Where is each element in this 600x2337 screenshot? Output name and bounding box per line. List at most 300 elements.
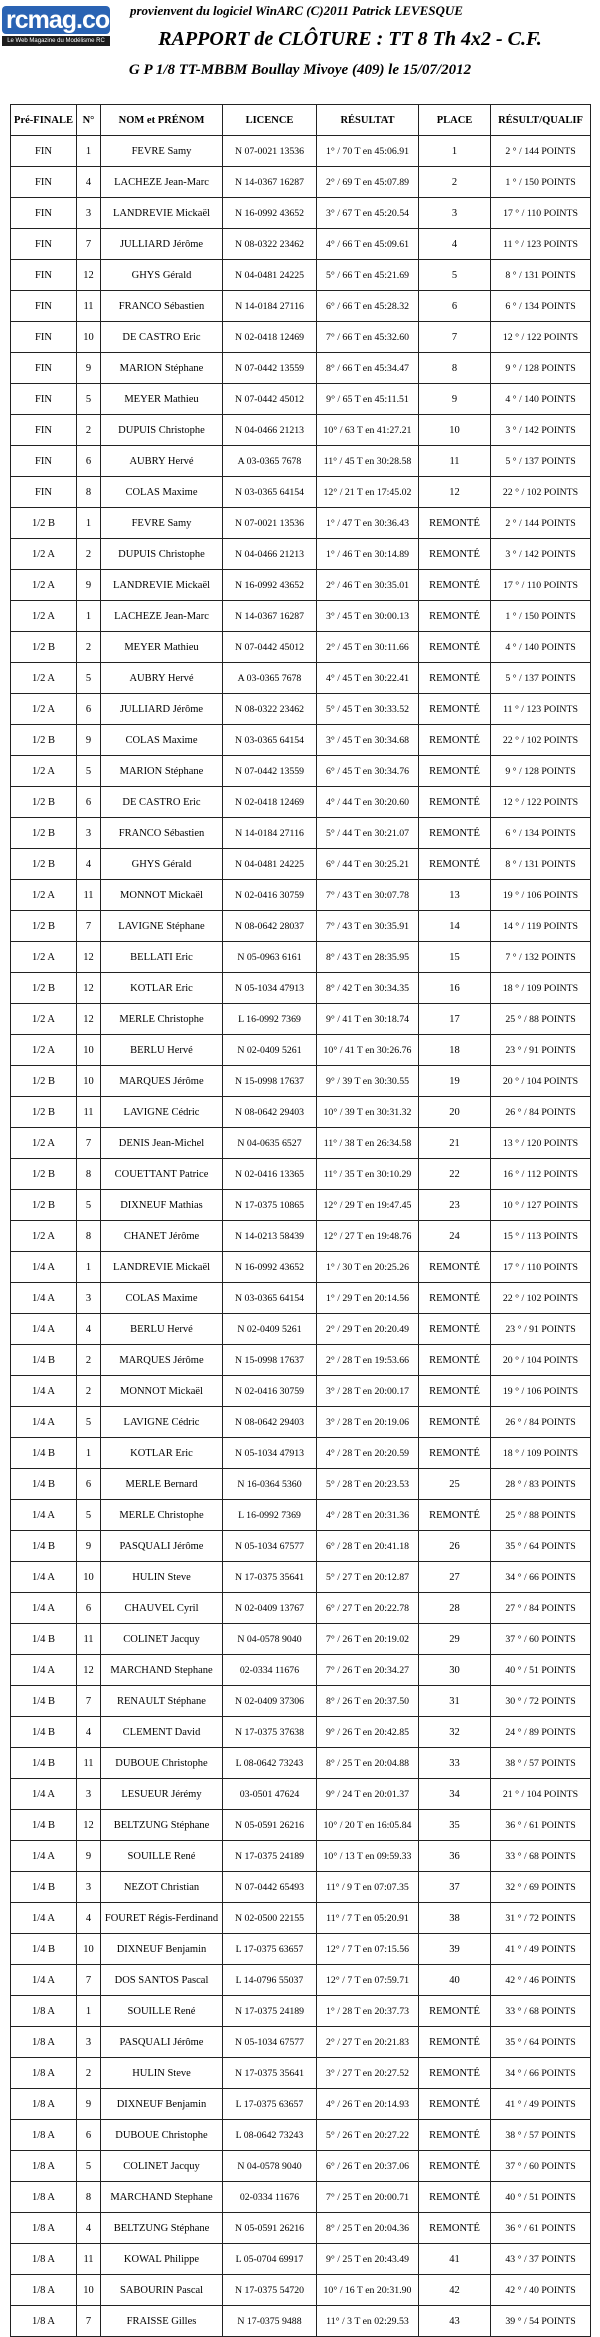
licence-cell: N 04-0481 24225 (223, 849, 317, 880)
table-row (11, 260, 591, 291)
name-cell: FEVRE Samy (101, 508, 223, 539)
place-cell: 40 (419, 1965, 491, 1996)
licence-cell: N 07-0442 45012 (223, 632, 317, 663)
place-cell: 2 (419, 167, 491, 198)
table-row (11, 818, 591, 849)
name-cell: KOWAL Philippe (101, 2244, 223, 2275)
result-cell: 1° / 46 T en 30:14.89 (317, 539, 419, 570)
licence-cell: N 07-0442 65493 (223, 1872, 317, 1903)
number-cell: 1 (77, 601, 101, 632)
results-body (11, 136, 591, 2337)
prefinale-cell: 1/8 A (11, 2089, 77, 2120)
name-cell: GHYS Gérald (101, 260, 223, 291)
name-cell: PASQUALI Jérôme (101, 2027, 223, 2058)
number-cell: 12 (77, 1655, 101, 1686)
name-cell: JULLIARD Jérôme (101, 229, 223, 260)
licence-cell: N 07-0442 45012 (223, 384, 317, 415)
prefinale-cell: FIN (11, 446, 77, 477)
name-cell: AUBRY Hervé (101, 446, 223, 477)
number-cell: 5 (77, 1500, 101, 1531)
name-cell: LAVIGNE Cédric (101, 1097, 223, 1128)
place-cell: REMONTÉ (419, 1376, 491, 1407)
result-cell: 12° / 21 T en 17:45.02 (317, 477, 419, 508)
table-row (11, 229, 591, 260)
name-cell: DIXNEUF Benjamin (101, 1934, 223, 1965)
table-row (11, 1128, 591, 1159)
prefinale-cell: FIN (11, 477, 77, 508)
place-cell: REMONTÉ (419, 663, 491, 694)
qualif-cell: 42 ° / 40 POINTS (491, 2275, 591, 2306)
qualif-cell: 1 ° / 150 POINTS (491, 601, 591, 632)
name-cell: BELLATI Eric (101, 942, 223, 973)
prefinale-cell: 1/4 B (11, 1748, 77, 1779)
report-title: RAPPORT de CLÔTURE : TT 8 Th 4x2 - C.F. (158, 28, 542, 50)
place-cell: 36 (419, 1841, 491, 1872)
table-row (11, 2306, 591, 2337)
licence-cell: N 02-0418 12469 (223, 322, 317, 353)
qualif-cell: 34 ° / 66 POINTS (491, 1562, 591, 1593)
place-cell: REMONTÉ (419, 2027, 491, 2058)
licence-cell: N 05-0591 26216 (223, 1810, 317, 1841)
place-cell: 25 (419, 1469, 491, 1500)
name-cell: DE CASTRO Eric (101, 322, 223, 353)
number-cell: 1 (77, 136, 101, 167)
licence-cell: N 02-0418 12469 (223, 787, 317, 818)
number-cell: 6 (77, 1469, 101, 1500)
qualif-cell: 24 ° / 89 POINTS (491, 1717, 591, 1748)
number-cell: 9 (77, 1531, 101, 1562)
licence-cell: N 17-0375 10865 (223, 1190, 317, 1221)
place-cell: 13 (419, 880, 491, 911)
licence-cell: N 07-0442 13559 (223, 756, 317, 787)
prefinale-cell: 1/2 A (11, 539, 77, 570)
place-cell: 31 (419, 1686, 491, 1717)
prefinale-cell: 1/2 B (11, 632, 77, 663)
licence-cell: N 16-0992 43652 (223, 198, 317, 229)
number-cell: 5 (77, 1407, 101, 1438)
result-cell: 9° / 26 T en 20:42.85 (317, 1717, 419, 1748)
prefinale-cell: FIN (11, 260, 77, 291)
prefinale-cell: 1/2 B (11, 508, 77, 539)
licence-cell: N 17-0375 9488 (223, 2306, 317, 2337)
result-cell: 7° / 26 T en 20:34.27 (317, 1655, 419, 1686)
prefinale-cell: FIN (11, 322, 77, 353)
result-cell: 8° / 25 T en 20:04.88 (317, 1748, 419, 1779)
qualif-cell: 20 ° / 104 POINTS (491, 1345, 591, 1376)
prefinale-cell: 1/2 B (11, 1190, 77, 1221)
result-cell: 7° / 43 T en 30:35.91 (317, 911, 419, 942)
prefinale-cell: 1/4 A (11, 1376, 77, 1407)
col-header-result: RÉSULTAT (317, 105, 419, 136)
name-cell: CLEMENT David (101, 1717, 223, 1748)
result-cell: 1° / 28 T en 20:37.73 (317, 1996, 419, 2027)
qualif-cell: 17 ° / 110 POINTS (491, 1252, 591, 1283)
table-row (11, 1438, 591, 1469)
table-row (11, 1469, 591, 1500)
prefinale-cell: FIN (11, 136, 77, 167)
prefinale-cell: 1/2 A (11, 663, 77, 694)
prefinale-cell: 1/2 B (11, 849, 77, 880)
name-cell: LAVIGNE Stéphane (101, 911, 223, 942)
prefinale-cell: 1/2 A (11, 880, 77, 911)
licence-cell: N 02-0409 37306 (223, 1686, 317, 1717)
table-row (11, 167, 591, 198)
place-cell: REMONTÉ (419, 849, 491, 880)
prefinale-cell: 1/2 A (11, 694, 77, 725)
qualif-cell: 28 ° / 83 POINTS (491, 1469, 591, 1500)
licence-cell: N 14-0184 27116 (223, 818, 317, 849)
result-cell: 11° / 35 T en 30:10.29 (317, 1159, 419, 1190)
number-cell: 9 (77, 2089, 101, 2120)
number-cell: 11 (77, 880, 101, 911)
table-row (11, 756, 591, 787)
place-cell: 7 (419, 322, 491, 353)
qualif-cell: 13 ° / 120 POINTS (491, 1128, 591, 1159)
number-cell: 6 (77, 446, 101, 477)
prefinale-cell: 1/2 B (11, 973, 77, 1004)
place-cell: 29 (419, 1624, 491, 1655)
result-cell: 4° / 28 T en 20:20.59 (317, 1438, 419, 1469)
qualif-cell: 11 ° / 123 POINTS (491, 229, 591, 260)
prefinale-cell: 1/4 A (11, 1562, 77, 1593)
place-cell: 3 (419, 198, 491, 229)
result-cell: 9° / 39 T en 30:30.55 (317, 1066, 419, 1097)
prefinale-cell: 1/2 A (11, 601, 77, 632)
result-cell: 12° / 27 T en 19:48.76 (317, 1221, 419, 1252)
result-cell: 1° / 70 T en 45:06.91 (317, 136, 419, 167)
table-row (11, 198, 591, 229)
prefinale-cell: 1/4 A (11, 1283, 77, 1314)
table-row (11, 725, 591, 756)
number-cell: 7 (77, 2306, 101, 2337)
source-line: provienvent du logiciel WinARC (C)2011 Patrick LEVESQUE (130, 3, 463, 18)
prefinale-cell: 1/4 B (11, 1345, 77, 1376)
number-cell: 4 (77, 2213, 101, 2244)
number-cell: 7 (77, 1965, 101, 1996)
name-cell: COUETTANT Patrice (101, 1159, 223, 1190)
name-cell: DIXNEUF Mathias (101, 1190, 223, 1221)
place-cell: 35 (419, 1810, 491, 1841)
table-row (11, 2213, 591, 2244)
table-row (11, 1624, 591, 1655)
qualif-cell: 4 ° / 140 POINTS (491, 632, 591, 663)
result-cell: 10° / 20 T en 16:05.84 (317, 1810, 419, 1841)
licence-cell: A 03-0365 7678 (223, 663, 317, 694)
result-cell: 3° / 67 T en 45:20.54 (317, 198, 419, 229)
table-row (11, 1903, 591, 1934)
licence-cell: N 15-0998 17637 (223, 1066, 317, 1097)
qualif-cell: 43 ° / 37 POINTS (491, 2244, 591, 2275)
number-cell: 10 (77, 2275, 101, 2306)
result-cell: 5° / 26 T en 20:27.22 (317, 2120, 419, 2151)
qualif-cell: 2 ° / 144 POINTS (491, 136, 591, 167)
place-cell: 6 (419, 291, 491, 322)
number-cell: 1 (77, 1438, 101, 1469)
qualif-cell: 21 ° / 104 POINTS (491, 1779, 591, 1810)
licence-cell: N 03-0365 64154 (223, 1283, 317, 1314)
table-row (11, 1965, 591, 1996)
event-subtitle: G P 1/8 TT-MBBM Boullay Mivoye (409) le 15/07/2012 (128, 62, 472, 78)
number-cell: 4 (77, 1717, 101, 1748)
prefinale-cell: 1/2 A (11, 1221, 77, 1252)
prefinale-cell: 1/2 B (11, 787, 77, 818)
licence-cell: L 17-0375 63657 (223, 2089, 317, 2120)
number-cell: 8 (77, 2182, 101, 2213)
prefinale-cell: 1/4 A (11, 1841, 77, 1872)
name-cell: MARQUES Jérôme (101, 1066, 223, 1097)
qualif-cell: 33 ° / 68 POINTS (491, 1841, 591, 1872)
licence-cell: N 04-0635 6527 (223, 1128, 317, 1159)
name-cell: MERLE Bernard (101, 1469, 223, 1500)
result-cell: 10° / 16 T en 20:31.90 (317, 2275, 419, 2306)
prefinale-cell: 1/2 B (11, 818, 77, 849)
result-cell: 3° / 45 T en 30:34.68 (317, 725, 419, 756)
number-cell: 7 (77, 229, 101, 260)
name-cell: FEVRE Samy (101, 136, 223, 167)
licence-cell: A 03-0365 7678 (223, 446, 317, 477)
number-cell: 6 (77, 787, 101, 818)
place-cell: 4 (419, 229, 491, 260)
result-cell: 7° / 26 T en 20:19.02 (317, 1624, 419, 1655)
licence-cell: L 16-0992 7369 (223, 1500, 317, 1531)
place-cell: REMONTÉ (419, 694, 491, 725)
name-cell: KOTLAR Eric (101, 973, 223, 1004)
licence-cell: N 05-0963 6161 (223, 942, 317, 973)
licence-cell: N 02-0409 13767 (223, 1593, 317, 1624)
prefinale-cell: 1/4 A (11, 1252, 77, 1283)
prefinale-cell: 1/8 A (11, 2182, 77, 2213)
name-cell: LANDREVIE Mickaël (101, 570, 223, 601)
number-cell: 7 (77, 1686, 101, 1717)
qualif-cell: 41 ° / 49 POINTS (491, 1934, 591, 1965)
result-cell: 6° / 66 T en 45:28.32 (317, 291, 419, 322)
place-cell: 17 (419, 1004, 491, 1035)
number-cell: 8 (77, 477, 101, 508)
result-cell: 8° / 66 T en 45:34.47 (317, 353, 419, 384)
prefinale-cell: 1/4 A (11, 1407, 77, 1438)
qualif-cell: 16 ° / 112 POINTS (491, 1159, 591, 1190)
licence-cell: N 04-0578 9040 (223, 1624, 317, 1655)
qualif-cell: 5 ° / 137 POINTS (491, 663, 591, 694)
result-cell: 9° / 25 T en 20:43.49 (317, 2244, 419, 2275)
table-row (11, 1531, 591, 1562)
number-cell: 10 (77, 322, 101, 353)
result-cell: 8° / 25 T en 20:04.36 (317, 2213, 419, 2244)
table-row (11, 1283, 591, 1314)
result-cell: 4° / 44 T en 30:20.60 (317, 787, 419, 818)
place-cell: 18 (419, 1035, 491, 1066)
result-cell: 11° / 3 T en 02:29.53 (317, 2306, 419, 2337)
table-row (11, 2244, 591, 2275)
name-cell: LAVIGNE Cédric (101, 1407, 223, 1438)
table-row (11, 1190, 591, 1221)
licence-cell: N 14-0367 16287 (223, 601, 317, 632)
table-row (11, 384, 591, 415)
prefinale-cell: 1/4 A (11, 1779, 77, 1810)
licence-cell: N 15-0998 17637 (223, 1345, 317, 1376)
number-cell: 2 (77, 1345, 101, 1376)
result-cell: 1° / 30 T en 20:25.26 (317, 1252, 419, 1283)
number-cell: 10 (77, 1934, 101, 1965)
qualif-cell: 42 ° / 46 POINTS (491, 1965, 591, 1996)
number-cell: 4 (77, 1903, 101, 1934)
licence-cell: N 17-0375 35641 (223, 1562, 317, 1593)
number-cell: 6 (77, 694, 101, 725)
number-cell: 7 (77, 911, 101, 942)
table-row (11, 1252, 591, 1283)
number-cell: 11 (77, 1748, 101, 1779)
licence-cell: N 07-0021 13536 (223, 508, 317, 539)
place-cell: 30 (419, 1655, 491, 1686)
number-cell: 6 (77, 2120, 101, 2151)
table-row (11, 539, 591, 570)
prefinale-cell: 1/8 A (11, 2244, 77, 2275)
licence-cell: N 17-0375 24189 (223, 1841, 317, 1872)
qualif-cell: 22 ° / 102 POINTS (491, 725, 591, 756)
prefinale-cell: 1/8 A (11, 2027, 77, 2058)
name-cell: MERLE Christophe (101, 1004, 223, 1035)
place-cell: 43 (419, 2306, 491, 2337)
result-cell: 12° / 7 T en 07:15.56 (317, 1934, 419, 1965)
name-cell: CHANET Jérôme (101, 1221, 223, 1252)
name-cell: MONNOT Mickaël (101, 880, 223, 911)
qualif-cell: 10 ° / 127 POINTS (491, 1190, 591, 1221)
name-cell: MARCHAND Stephane (101, 2182, 223, 2213)
result-cell: 8° / 43 T en 28:35.95 (317, 942, 419, 973)
name-cell: MERLE Christophe (101, 1500, 223, 1531)
name-cell: DE CASTRO Eric (101, 787, 223, 818)
name-cell: HULIN Steve (101, 2058, 223, 2089)
qualif-cell: 4 ° / 140 POINTS (491, 384, 591, 415)
result-cell: 7° / 66 T en 45:32.60 (317, 322, 419, 353)
prefinale-cell: FIN (11, 229, 77, 260)
place-cell: 10 (419, 415, 491, 446)
place-cell: REMONTÉ (419, 2182, 491, 2213)
result-cell: 2° / 69 T en 45:07.89 (317, 167, 419, 198)
place-cell: 22 (419, 1159, 491, 1190)
name-cell: MARQUES Jérôme (101, 1345, 223, 1376)
col-header-prefinale: Pré-FINALE (11, 105, 77, 136)
table-row (11, 477, 591, 508)
place-cell: REMONTÉ (419, 2213, 491, 2244)
prefinale-cell: 1/4 B (11, 1438, 77, 1469)
result-cell: 9° / 65 T en 45:11.51 (317, 384, 419, 415)
number-cell: 2 (77, 415, 101, 446)
qualif-cell: 33 ° / 68 POINTS (491, 1996, 591, 2027)
name-cell: SOUILLE René (101, 1996, 223, 2027)
place-cell: REMONTÉ (419, 1500, 491, 1531)
result-cell: 10° / 41 T en 30:26.76 (317, 1035, 419, 1066)
result-cell: 4° / 66 T en 45:09.61 (317, 229, 419, 260)
prefinale-cell: 1/4 A (11, 1593, 77, 1624)
licence-cell: N 02-0416 13365 (223, 1159, 317, 1190)
number-cell: 2 (77, 632, 101, 663)
prefinale-cell: 1/2 A (11, 1004, 77, 1035)
prefinale-cell: 1/8 A (11, 1996, 77, 2027)
table-row (11, 1686, 591, 1717)
qualif-cell: 26 ° / 84 POINTS (491, 1097, 591, 1128)
result-cell: 2° / 45 T en 30:11.66 (317, 632, 419, 663)
result-cell: 1° / 47 T en 30:36.43 (317, 508, 419, 539)
table-row (11, 1035, 591, 1066)
place-cell: 37 (419, 1872, 491, 1903)
table-row (11, 911, 591, 942)
result-cell: 4° / 26 T en 20:14.93 (317, 2089, 419, 2120)
number-cell: 2 (77, 1376, 101, 1407)
table-row (11, 1004, 591, 1035)
table-row (11, 1159, 591, 1190)
qualif-cell: 12 ° / 122 POINTS (491, 322, 591, 353)
table-row (11, 1221, 591, 1252)
qualif-cell: 3 ° / 142 POINTS (491, 539, 591, 570)
place-cell: REMONTÉ (419, 2058, 491, 2089)
qualif-cell: 14 ° / 119 POINTS (491, 911, 591, 942)
table-row (11, 663, 591, 694)
table-row (11, 973, 591, 1004)
prefinale-cell: FIN (11, 384, 77, 415)
result-cell: 6° / 44 T en 30:25.21 (317, 849, 419, 880)
result-cell: 10° / 63 T en 41:27.21 (317, 415, 419, 446)
table-row (11, 880, 591, 911)
name-cell: FOURET Régis-Ferdinand (101, 1903, 223, 1934)
qualif-cell: 2 ° / 144 POINTS (491, 508, 591, 539)
qualif-cell: 19 ° / 106 POINTS (491, 1376, 591, 1407)
qualif-cell: 35 ° / 64 POINTS (491, 2027, 591, 2058)
licence-cell: N 05-0591 26216 (223, 2213, 317, 2244)
place-cell: 15 (419, 942, 491, 973)
prefinale-cell: 1/2 A (11, 1128, 77, 1159)
result-cell: 2° / 29 T en 20:20.49 (317, 1314, 419, 1345)
table-row (11, 2182, 591, 2213)
name-cell: COLINET Jacquy (101, 1624, 223, 1655)
number-cell: 12 (77, 973, 101, 1004)
qualif-cell: 8 ° / 131 POINTS (491, 849, 591, 880)
licence-cell: L 05-0704 69917 (223, 2244, 317, 2275)
place-cell: REMONTÉ (419, 508, 491, 539)
table-row (11, 136, 591, 167)
place-cell: 5 (419, 260, 491, 291)
place-cell: REMONTÉ (419, 1252, 491, 1283)
licence-cell: N 17-0375 35641 (223, 2058, 317, 2089)
qualif-cell: 36 ° / 61 POINTS (491, 2213, 591, 2244)
name-cell: DUPUIS Christophe (101, 415, 223, 446)
place-cell: 24 (419, 1221, 491, 1252)
place-cell: REMONTÉ (419, 2120, 491, 2151)
name-cell: LACHEZE Jean-Marc (101, 167, 223, 198)
number-cell: 1 (77, 1996, 101, 2027)
qualif-cell: 18 ° / 109 POINTS (491, 973, 591, 1004)
licence-cell: N 02-0500 22155 (223, 1903, 317, 1934)
result-cell: 2° / 27 T en 20:21.83 (317, 2027, 419, 2058)
licence-cell: 02-0334 11676 (223, 1655, 317, 1686)
table-row (11, 2089, 591, 2120)
name-cell: FRANCO Sébastien (101, 291, 223, 322)
qualif-cell: 22 ° / 102 POINTS (491, 1283, 591, 1314)
place-cell: REMONTÉ (419, 601, 491, 632)
qualif-cell: 23 ° / 91 POINTS (491, 1035, 591, 1066)
qualif-cell: 1 ° / 150 POINTS (491, 167, 591, 198)
licence-cell: N 08-0322 23462 (223, 229, 317, 260)
number-cell: 12 (77, 260, 101, 291)
table-row (11, 1407, 591, 1438)
table-header-row (11, 105, 591, 136)
number-cell: 8 (77, 1159, 101, 1190)
licence-cell: N 17-0375 37638 (223, 1717, 317, 1748)
table-row (11, 849, 591, 880)
licence-cell: N 05-1034 67577 (223, 1531, 317, 1562)
col-header-number: N° (77, 105, 101, 136)
name-cell: MARCHAND Stephane (101, 1655, 223, 1686)
